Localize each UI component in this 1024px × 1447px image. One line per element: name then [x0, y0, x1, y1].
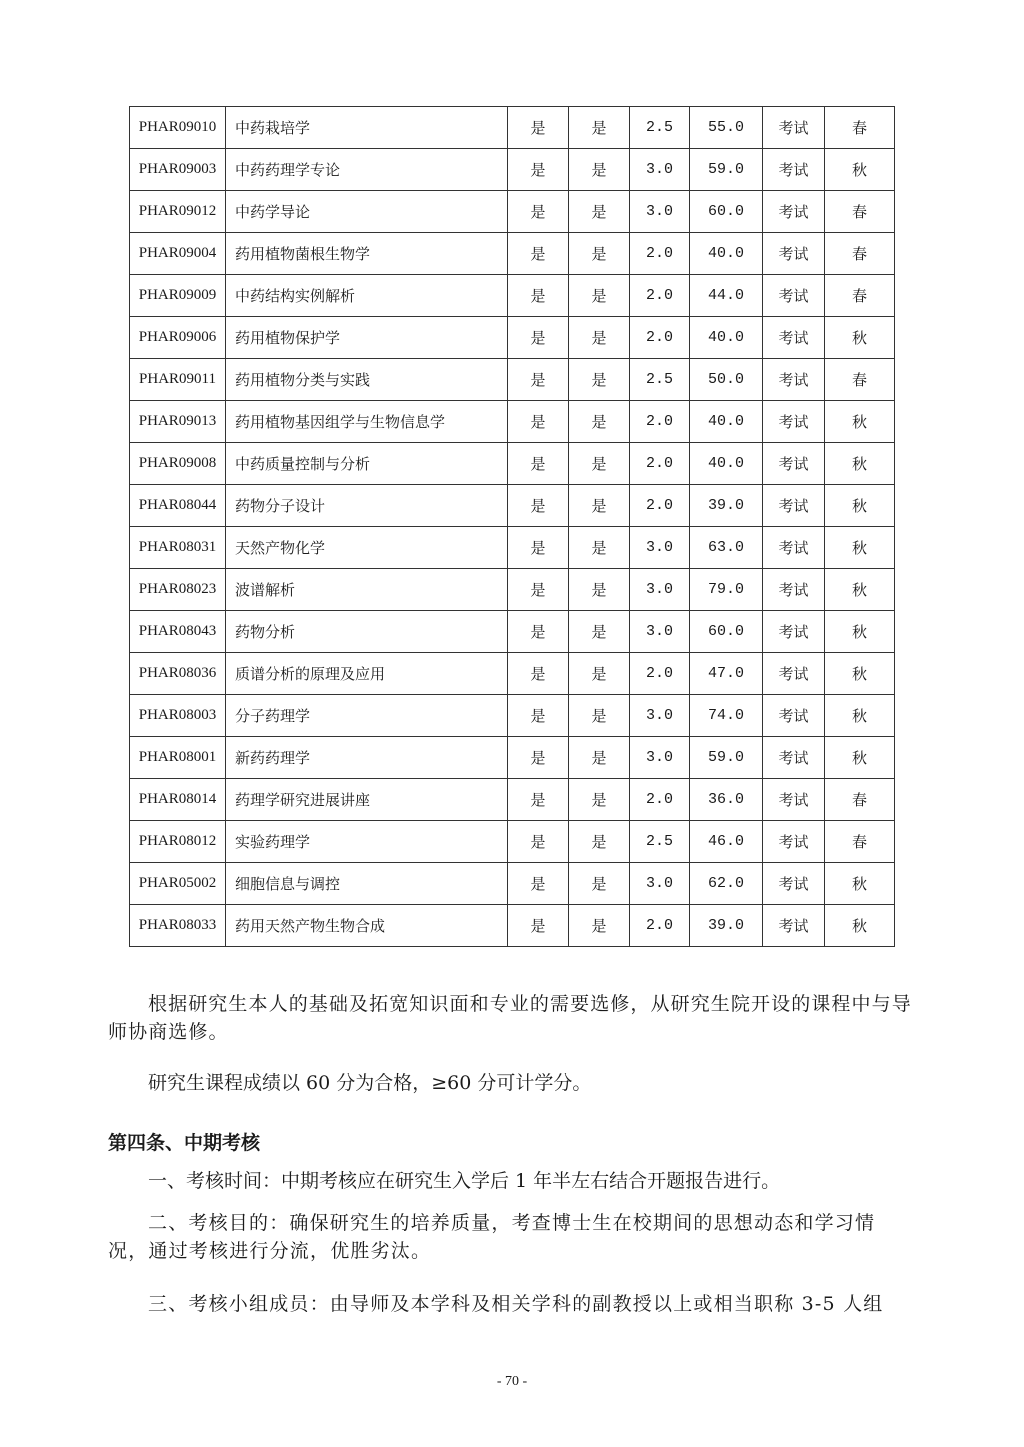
hours-cell: 44.0	[690, 275, 763, 317]
term-cell: 春	[825, 779, 895, 821]
table-row	[130, 359, 895, 401]
hours-cell: 60.0	[690, 611, 763, 653]
term-cell: 春	[825, 821, 895, 863]
required-flag-cell: 是	[508, 821, 569, 863]
course-code-cell: PHAR09004	[130, 233, 226, 275]
credit-cell: 2.0	[630, 233, 690, 275]
term-cell: 秋	[825, 527, 895, 569]
credit-cell: 3.0	[630, 527, 690, 569]
required-flag-cell: 是	[508, 611, 569, 653]
table-row	[130, 443, 895, 485]
course-name-cell: 药用天然产物生物合成	[226, 905, 508, 947]
assessment-cell: 考试	[763, 653, 825, 695]
required-flag-cell: 是	[508, 779, 569, 821]
course-name-cell: 细胞信息与调控	[226, 863, 508, 905]
term-cell: 秋	[825, 443, 895, 485]
credit-cell: 2.0	[630, 653, 690, 695]
section-heading: 第四条、中期考核	[108, 1132, 261, 1154]
course-code-cell: PHAR09008	[130, 443, 226, 485]
grading-paragraph: 研究生课程成绩以 60 分为合格，≥60 分可计学分。	[148, 1072, 592, 1094]
course-name-cell: 中药质量控制与分析	[226, 443, 508, 485]
course-name-cell: 中药药理学专论	[226, 149, 508, 191]
hours-cell: 40.0	[690, 317, 763, 359]
credit-cell: 3.0	[630, 569, 690, 611]
table-row	[130, 779, 895, 821]
course-name-cell: 药用植物分类与实践	[226, 359, 508, 401]
term-cell: 春	[825, 359, 895, 401]
degree-flag-cell: 是	[569, 737, 630, 779]
required-flag-cell: 是	[508, 485, 569, 527]
hours-cell: 74.0	[690, 695, 763, 737]
course-code-cell: PHAR08036	[130, 653, 226, 695]
assessment-cell: 考试	[763, 149, 825, 191]
term-cell: 秋	[825, 569, 895, 611]
credit-cell: 2.0	[630, 275, 690, 317]
course-code-cell: PHAR08003	[130, 695, 226, 737]
course-name-cell: 中药栽培学	[226, 107, 508, 149]
course-code-cell: PHAR08031	[130, 527, 226, 569]
hours-cell: 40.0	[690, 233, 763, 275]
term-cell: 秋	[825, 317, 895, 359]
table-row	[130, 107, 895, 149]
credit-cell: 3.0	[630, 611, 690, 653]
hours-cell: 40.0	[690, 401, 763, 443]
course-name-cell: 药物分子设计	[226, 485, 508, 527]
hours-cell: 40.0	[690, 443, 763, 485]
assessment-cell: 考试	[763, 569, 825, 611]
degree-flag-cell: 是	[569, 695, 630, 737]
degree-flag-cell: 是	[569, 611, 630, 653]
degree-flag-cell: 是	[569, 401, 630, 443]
course-code-cell: PHAR08014	[130, 779, 226, 821]
term-cell: 秋	[825, 485, 895, 527]
credit-cell: 2.5	[630, 821, 690, 863]
required-flag-cell: 是	[508, 107, 569, 149]
elective-paragraph: 根据研究生本人的基础及拓宽知识面和专业的需要选修，从研究生院开设的课程中与导师协商选修。	[108, 993, 912, 1043]
table-row	[130, 863, 895, 905]
credit-cell: 2.0	[630, 401, 690, 443]
term-cell: 秋	[825, 611, 895, 653]
degree-flag-cell: 是	[569, 275, 630, 317]
table-row	[130, 905, 895, 947]
credit-cell: 2.5	[630, 359, 690, 401]
table-row	[130, 527, 895, 569]
assessment-cell: 考试	[763, 611, 825, 653]
hours-cell: 36.0	[690, 779, 763, 821]
table-row	[130, 485, 895, 527]
course-code-cell: PHAR09013	[130, 401, 226, 443]
required-flag-cell: 是	[508, 149, 569, 191]
course-name-cell: 新药药理学	[226, 737, 508, 779]
term-cell: 春	[825, 275, 895, 317]
course-code-cell: PHAR09011	[130, 359, 226, 401]
term-cell: 秋	[825, 863, 895, 905]
degree-flag-cell: 是	[569, 443, 630, 485]
credit-cell: 3.0	[630, 737, 690, 779]
degree-flag-cell: 是	[569, 779, 630, 821]
degree-flag-cell: 是	[569, 233, 630, 275]
credit-cell: 2.5	[630, 107, 690, 149]
table-row	[130, 233, 895, 275]
assessment-cell: 考试	[763, 233, 825, 275]
course-code-cell: PHAR08012	[130, 821, 226, 863]
course-name-cell: 实验药理学	[226, 821, 508, 863]
credit-cell: 3.0	[630, 863, 690, 905]
term-cell: 秋	[825, 737, 895, 779]
hours-cell: 46.0	[690, 821, 763, 863]
required-flag-cell: 是	[508, 275, 569, 317]
course-name-cell: 药理学研究进展讲座	[226, 779, 508, 821]
course-name-cell: 药用植物基因组学与生物信息学	[226, 401, 508, 443]
assessment-cell: 考试	[763, 737, 825, 779]
credit-cell: 2.0	[630, 317, 690, 359]
course-name-cell: 质谱分析的原理及应用	[226, 653, 508, 695]
degree-flag-cell: 是	[569, 527, 630, 569]
hours-cell: 39.0	[690, 905, 763, 947]
table-row	[130, 569, 895, 611]
course-name-cell: 药物分析	[226, 611, 508, 653]
required-flag-cell: 是	[508, 863, 569, 905]
term-cell: 春	[825, 233, 895, 275]
term-cell: 秋	[825, 905, 895, 947]
degree-flag-cell: 是	[569, 821, 630, 863]
degree-flag-cell: 是	[569, 485, 630, 527]
table-row	[130, 149, 895, 191]
table-row	[130, 191, 895, 233]
hours-cell: 59.0	[690, 149, 763, 191]
course-code-cell: PHAR09010	[130, 107, 226, 149]
table-row	[130, 317, 895, 359]
assessment-cell: 考试	[763, 191, 825, 233]
credit-cell: 2.0	[630, 485, 690, 527]
credit-cell: 2.0	[630, 443, 690, 485]
required-flag-cell: 是	[508, 401, 569, 443]
degree-flag-cell: 是	[569, 653, 630, 695]
credit-cell: 2.0	[630, 779, 690, 821]
assessment-purpose-item: 二、考核目的：确保研究生的培养质量，考查博士生在校期间的思想动态和学习情况，通过考核进行分流，优胜劣汰。	[108, 1212, 876, 1262]
credit-cell: 2.0	[630, 905, 690, 947]
required-flag-cell: 是	[508, 527, 569, 569]
term-cell: 秋	[825, 149, 895, 191]
assessment-cell: 考试	[763, 905, 825, 947]
assessment-cell: 考试	[763, 443, 825, 485]
term-cell: 秋	[825, 401, 895, 443]
assessment-time-item: 一、考核时间：中期考核应在研究生入学后 1 年半左右结合开题报告进行。	[148, 1170, 781, 1192]
course-code-cell: PHAR09003	[130, 149, 226, 191]
term-cell: 秋	[825, 695, 895, 737]
hours-cell: 60.0	[690, 191, 763, 233]
assessment-cell: 考试	[763, 527, 825, 569]
assessment-cell: 考试	[763, 863, 825, 905]
credit-cell: 3.0	[630, 191, 690, 233]
course-name-cell: 药用植物菌根生物学	[226, 233, 508, 275]
degree-flag-cell: 是	[569, 107, 630, 149]
term-cell: 春	[825, 107, 895, 149]
assessment-cell: 考试	[763, 695, 825, 737]
hours-cell: 62.0	[690, 863, 763, 905]
table-row	[130, 401, 895, 443]
required-flag-cell: 是	[508, 569, 569, 611]
course-code-cell: PHAR09006	[130, 317, 226, 359]
term-cell: 春	[825, 191, 895, 233]
hours-cell: 39.0	[690, 485, 763, 527]
course-table-body	[130, 107, 895, 947]
table-row	[130, 695, 895, 737]
assessment-cell: 考试	[763, 821, 825, 863]
required-flag-cell: 是	[508, 443, 569, 485]
assessment-cell: 考试	[763, 317, 825, 359]
table-row	[130, 275, 895, 317]
table-row	[130, 737, 895, 779]
hours-cell: 55.0	[690, 107, 763, 149]
degree-flag-cell: 是	[569, 569, 630, 611]
degree-flag-cell: 是	[569, 191, 630, 233]
required-flag-cell: 是	[508, 317, 569, 359]
degree-flag-cell: 是	[569, 149, 630, 191]
credit-cell: 3.0	[630, 149, 690, 191]
page-number: - 70 -	[496, 1374, 528, 1389]
course-table	[129, 106, 895, 947]
course-name-cell: 中药结构实例解析	[226, 275, 508, 317]
assessment-cell: 考试	[763, 485, 825, 527]
assessment-cell: 考试	[763, 359, 825, 401]
degree-flag-cell: 是	[569, 905, 630, 947]
course-name-cell: 中药学导论	[226, 191, 508, 233]
course-code-cell: PHAR08023	[130, 569, 226, 611]
required-flag-cell: 是	[508, 737, 569, 779]
course-code-cell: PHAR08043	[130, 611, 226, 653]
required-flag-cell: 是	[508, 695, 569, 737]
assessment-cell: 考试	[763, 401, 825, 443]
credit-cell: 3.0	[630, 695, 690, 737]
hours-cell: 50.0	[690, 359, 763, 401]
degree-flag-cell: 是	[569, 359, 630, 401]
course-code-cell: PHAR05002	[130, 863, 226, 905]
course-name-cell: 波谱解析	[226, 569, 508, 611]
table-row	[130, 653, 895, 695]
hours-cell: 47.0	[690, 653, 763, 695]
course-code-cell: PHAR09009	[130, 275, 226, 317]
course-name-cell: 分子药理学	[226, 695, 508, 737]
assessment-cell: 考试	[763, 779, 825, 821]
hours-cell: 79.0	[690, 569, 763, 611]
course-code-cell: PHAR08001	[130, 737, 226, 779]
hours-cell: 59.0	[690, 737, 763, 779]
hours-cell: 63.0	[690, 527, 763, 569]
required-flag-cell: 是	[508, 653, 569, 695]
course-code-cell: PHAR08033	[130, 905, 226, 947]
course-code-cell: PHAR09012	[130, 191, 226, 233]
course-name-cell: 药用植物保护学	[226, 317, 508, 359]
required-flag-cell: 是	[508, 905, 569, 947]
table-row	[130, 611, 895, 653]
required-flag-cell: 是	[508, 233, 569, 275]
required-flag-cell: 是	[508, 359, 569, 401]
degree-flag-cell: 是	[569, 317, 630, 359]
degree-flag-cell: 是	[569, 863, 630, 905]
assessment-members-item: 三、考核小组成员：由导师及本学科及相关学科的副教授以上或相当职称 3-5 人组	[148, 1293, 884, 1315]
required-flag-cell: 是	[508, 191, 569, 233]
course-code-cell: PHAR08044	[130, 485, 226, 527]
table-row	[130, 821, 895, 863]
assessment-cell: 考试	[763, 275, 825, 317]
term-cell: 秋	[825, 653, 895, 695]
course-name-cell: 天然产物化学	[226, 527, 508, 569]
assessment-cell: 考试	[763, 107, 825, 149]
